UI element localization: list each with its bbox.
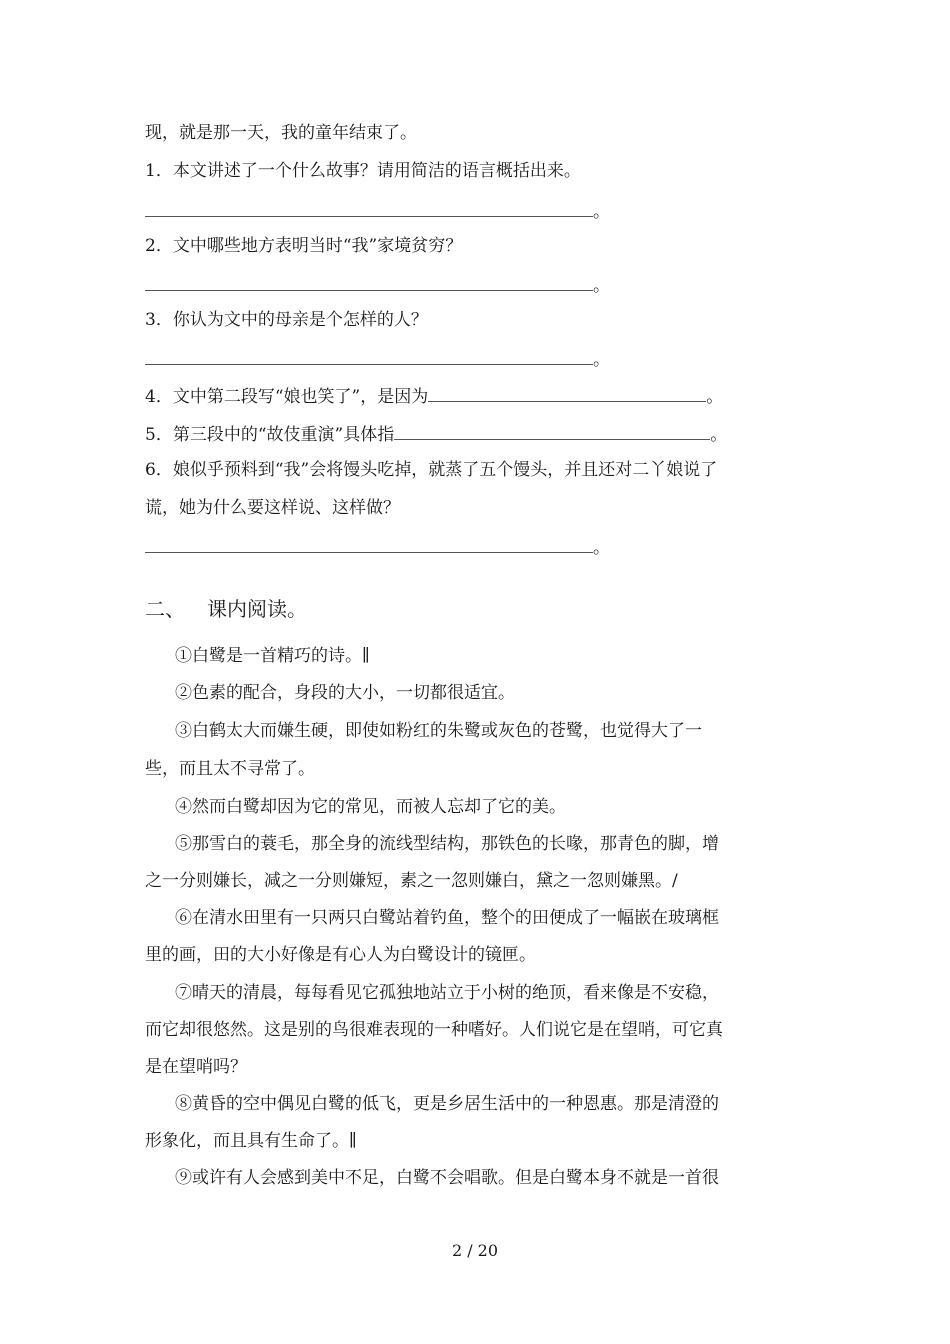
section-heading — [145, 595, 307, 623]
question-4 — [145, 383, 723, 407]
question-3: 3．你认为文中的母亲是个怎样的人？ — [145, 310, 428, 330]
paragraph-2: ②色素的配合，身段的大小，一切都很适宜。 — [175, 683, 515, 703]
paragraph-6-line-1: ⑥在清水田里有一只两只白鹭站着钓鱼，整个的田便成了一幅嵌在玻璃框 — [175, 908, 719, 928]
question-6-line-1: 6．娘似乎预料到“我”会将馒头吃掉，就蒸了五个馒头，并且还对二丫娘说了 — [145, 460, 718, 480]
answer-end-1: 。 — [593, 202, 610, 222]
paragraph-9-line-1: ⑨或许有人会感到美中不足，白鹭不会唱歌。但是白鹭本身不就是一首很 — [175, 1168, 719, 1188]
paragraph-4: ④然而白鹭却因为它的常见，而被人忘却了它的美。 — [175, 797, 566, 817]
answer-blank-2[interactable] — [145, 272, 610, 296]
question-5 — [145, 421, 727, 445]
answer-line-2 — [145, 272, 593, 291]
answer-line-3 — [145, 346, 593, 365]
answer-blank-6[interactable] — [145, 534, 610, 558]
paragraph-7-line-3: 是在望哨吗？ — [145, 1057, 247, 1077]
section-title: 课内阅读。 — [207, 597, 307, 621]
paragraph-7-line-2: 而它却很悠然。这是别的鸟很难表现的一种嗜好。人们说它是在望哨，可它真 — [145, 1020, 723, 1040]
answer-end-2: 。 — [593, 276, 610, 296]
paragraph-3-line-1: ③白鹤太大而嫌生硬，即使如粉红的朱鹭或灰色的苍鹭，也觉得大了一 — [175, 721, 702, 741]
question-4-text: 4．文中第二段写“娘也笑了”，是因为 — [145, 387, 429, 407]
paragraph-8-line-1: ⑧黄昏的空中偶见白鹭的低飞，更是乡居生活中的一种恩惠。那是清澄的 — [175, 1094, 719, 1114]
paragraph-1: ①白鹭是一首精巧的诗。∥ — [175, 646, 370, 666]
answer-end-4: 。 — [706, 387, 724, 407]
question-1: 1．本文讲述了一个什么故事？请用简洁的语言概括出来。 — [145, 161, 581, 181]
answer-end-3: 。 — [593, 350, 610, 370]
paragraph-3-line-2: 些，而且太不寻常了。 — [145, 759, 315, 779]
answer-blank-3[interactable] — [145, 346, 610, 370]
answer-end-6: 。 — [593, 538, 610, 558]
section-number: 二、 — [145, 597, 185, 621]
page-number: 2 / 20 — [451, 1241, 499, 1260]
story-tail-text: 现，就是那一天，我的童年结束了。 — [145, 123, 417, 143]
answer-end-5: 。 — [710, 425, 728, 445]
answer-line-1 — [145, 198, 593, 217]
paragraph-5-line-1: ⑤那雪白的蓑毛，那全身的流线型结构，那铁色的长喙，那青色的脚，增 — [175, 834, 719, 854]
paragraph-6-line-2: 里的画，田的大小好像是有心人为白鹭设计的镜匣。 — [145, 945, 536, 965]
answer-line-4[interactable] — [428, 383, 706, 402]
answer-blank-1[interactable] — [145, 198, 610, 222]
paragraph-8-line-2: 形象化，而且具有生命了。∥ — [145, 1131, 357, 1151]
question-2: 2．文中哪些地方表明当时“我”家境贫穷？ — [145, 236, 463, 256]
question-6-line-2: 谎，她为什么要这样说、这样做？ — [145, 498, 400, 518]
answer-line-6 — [145, 534, 593, 553]
paragraph-7-line-1: ⑦晴天的清晨，每每看见它孤独地站立于小树的绝顶，看来像是不安稳， — [175, 983, 719, 1003]
paragraph-5-line-2: 之一分则嫌长，减之一分则嫌短，素之一忽则嫌白，黛之一忽则嫌黑。/ — [145, 871, 678, 891]
question-5-text: 5．第三段中的“故伎重演”具体指 — [145, 425, 395, 445]
answer-line-5[interactable] — [394, 421, 710, 440]
